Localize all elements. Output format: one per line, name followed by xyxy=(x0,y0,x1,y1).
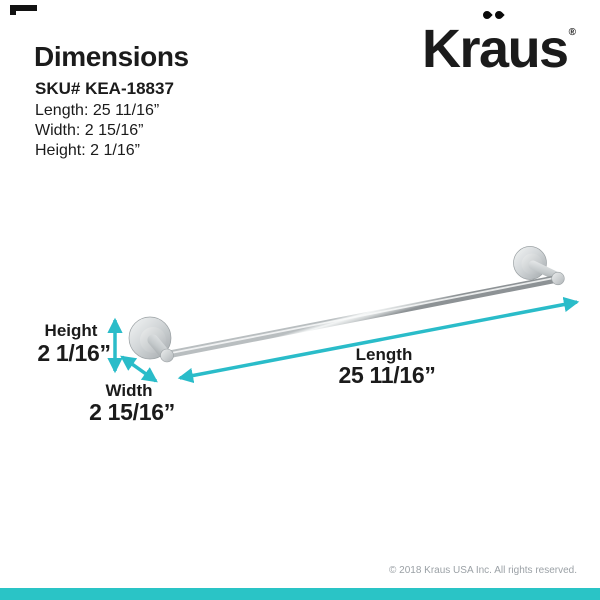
bar-right-cap xyxy=(552,272,565,285)
length-value: 25 11/16” xyxy=(338,362,436,388)
logo-text-prefix: Kr xyxy=(422,19,480,79)
width-dimension-arrow xyxy=(122,357,156,381)
spec-line-height: Height: 2 1/16” xyxy=(35,142,140,159)
width-label: Width xyxy=(105,381,153,400)
length-label: Length xyxy=(355,345,413,364)
registered-trademark: ® xyxy=(568,27,576,38)
footer-accent-bar xyxy=(0,588,600,600)
spec-line-width: Width: 2 15/16” xyxy=(35,122,144,139)
width-value: 2 15/16” xyxy=(89,399,175,425)
logo-text-suffix: us xyxy=(507,19,568,79)
height-label: Height xyxy=(44,321,98,340)
bar-left-cap xyxy=(161,349,174,362)
page-title: Dimensions xyxy=(34,41,189,72)
logo-text-a-glyph: a xyxy=(479,19,508,79)
height-value: 2 1/16” xyxy=(37,340,111,366)
copyright-text: © 2018 Kraus USA Inc. All rights reserved. xyxy=(388,565,577,576)
spec-line-length: Length: 25 11/16” xyxy=(35,102,160,119)
sku-text: SKU# KEA-18837 xyxy=(35,79,174,98)
right-wall-mount xyxy=(514,247,557,280)
